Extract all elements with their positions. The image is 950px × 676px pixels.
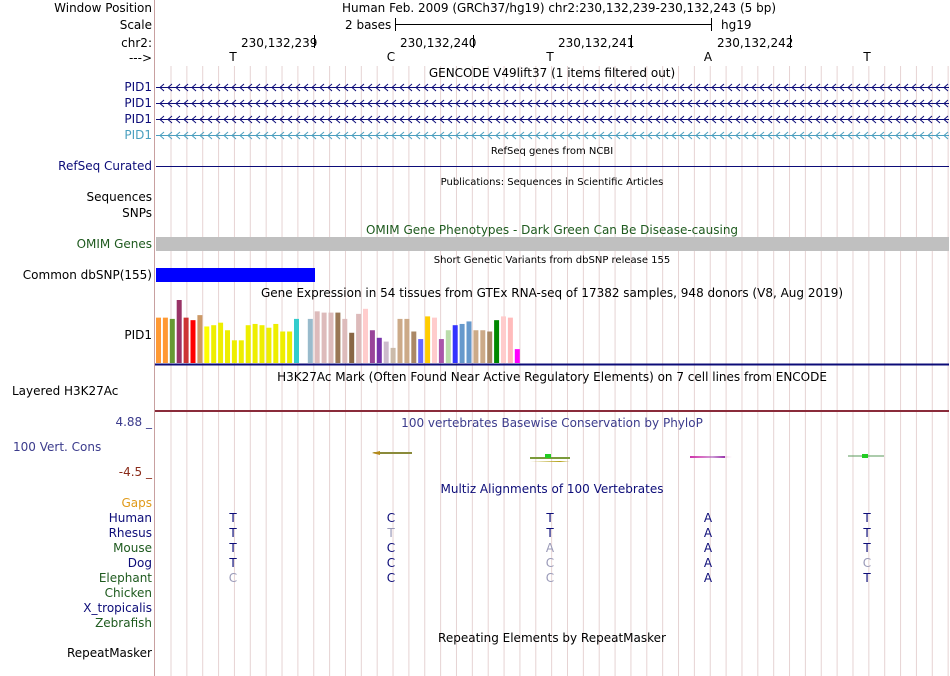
multiz-aligned-base: C [386, 571, 396, 585]
window-position-value[interactable]: Human Feb. 2009 (GRCh37/hg19) chr2:230,132,239-230,132,243 (5 bp) [342, 1, 777, 15]
gencode-row-label[interactable]: PID1 [124, 96, 152, 110]
gtex-tissue-bar[interactable] [515, 349, 520, 363]
gtex-tissue-bar[interactable] [170, 319, 175, 363]
gtex-tissue-bar[interactable] [439, 339, 444, 363]
scale-ruler [395, 18, 712, 31]
multiz-aligned-base: A [703, 541, 713, 555]
gtex-tissue-bar[interactable] [391, 348, 396, 363]
gencode-track-title: GENCODE V49lift37 (1 items filtered out) [428, 66, 676, 80]
reference-base: T [863, 50, 871, 64]
gtex-tissue-bar[interactable] [425, 316, 430, 363]
dbsnp-track-title: Short Genetic Variants from dbSNP release 155 [433, 255, 671, 266]
dbsnp-variant-bar[interactable] [156, 268, 315, 282]
multiz-track-title: Multiz Alignments of 100 Vertebrates [440, 482, 664, 496]
gtex-tissue-bar[interactable] [253, 324, 258, 363]
chrom-label: chr2: [121, 36, 152, 50]
gtex-tissue-bar[interactable] [411, 332, 416, 364]
gtex-tissue-bar[interactable] [197, 315, 202, 363]
gtex-tissue-bar[interactable] [322, 313, 327, 363]
scale-label: Scale [119, 18, 152, 32]
gaps-label[interactable]: Gaps [121, 496, 152, 510]
gencode-row-label[interactable]: PID1 [124, 80, 152, 94]
multiz-aligned-base: C [545, 571, 555, 585]
gencode-row-label[interactable]: PID1 [124, 128, 152, 142]
gtex-tissue-bar[interactable] [446, 330, 451, 363]
phylop-conservation-marks [372, 451, 884, 462]
gtex-tissue-bar[interactable] [266, 328, 271, 363]
gtex-tissue-bar[interactable] [418, 339, 423, 363]
publications-snps-label[interactable]: SNPs [122, 206, 152, 220]
h3k27ac-track-title: H3K27Ac Mark (Often Found Near Active Regulatory Elements) on 7 cell lines from ENCODE [277, 370, 827, 384]
phylop-track-label[interactable]: 100 Vert. Cons [13, 440, 102, 454]
gtex-tissue-bar[interactable] [315, 311, 320, 363]
multiz-aligned-base: A [703, 526, 713, 540]
position-label: 230,132,239 [241, 36, 318, 50]
multiz-aligned-base: T [863, 571, 871, 585]
gtex-tissue-bar[interactable] [191, 320, 196, 363]
reference-base: T [546, 50, 554, 64]
gtex-track-title: Gene Expression in 54 tissues from GTEx RNA-seq of 17382 samples, 948 donors (V8, Aug 2019) [260, 286, 844, 300]
gtex-tissue-bar[interactable] [453, 325, 458, 363]
gtex-tissue-bar[interactable] [177, 300, 182, 363]
gtex-tissue-bar[interactable] [294, 319, 299, 363]
gtex-tissue-bar[interactable] [232, 340, 237, 363]
multiz-species-label[interactable]: X_tropicalis [83, 601, 152, 615]
scale-value: 2 bases [345, 18, 392, 32]
multiz-species-label[interactable]: Mouse [113, 541, 152, 555]
multiz-species-label[interactable]: Zebrafish [95, 616, 152, 630]
multiz-aligned-base: A [545, 541, 555, 555]
multiz-species-label[interactable]: Chicken [104, 586, 152, 600]
omim-track-label[interactable]: OMIM Genes [76, 237, 152, 251]
gtex-tissue-bar[interactable] [308, 319, 313, 363]
reference-base: C [386, 50, 396, 64]
gtex-tissue-bar[interactable] [467, 321, 472, 363]
multiz-aligned-base: T [863, 541, 871, 555]
gtex-tissue-bar[interactable] [487, 332, 492, 364]
gtex-tissue-bar[interactable] [156, 318, 161, 363]
multiz-species-label[interactable]: Rhesus [108, 526, 152, 540]
gtex-tissue-bar[interactable] [246, 325, 251, 363]
gtex-tissue-bar[interactable] [273, 324, 278, 363]
dbsnp-track-label[interactable]: Common dbSNP(155) [22, 268, 152, 282]
gtex-tissue-bar[interactable] [480, 330, 485, 363]
multiz-aligned-base: C [386, 556, 396, 570]
phylop-min-label: -4.5 _ [118, 465, 152, 479]
gtex-expression-bars[interactable] [156, 300, 520, 363]
phylop-track-title: 100 vertebrates Basewise Conservation by PhyloP [401, 416, 703, 430]
gtex-tissue-bar[interactable] [184, 318, 189, 363]
multiz-aligned-base: C [386, 511, 396, 525]
multiz-aligned-base: C [228, 571, 238, 585]
repeatmasker-track-label[interactable]: RepeatMasker [66, 646, 152, 660]
reference-base: A [703, 50, 713, 64]
gtex-tissue-bar[interactable] [225, 330, 230, 363]
gtex-tissue-bar[interactable] [287, 332, 292, 364]
position-label: 230,132,242 [717, 36, 794, 50]
h3k27ac-track-label[interactable]: Layered H3K27Ac [12, 384, 119, 398]
gtex-tissue-bar[interactable] [239, 340, 244, 363]
multiz-aligned-base: C [545, 556, 555, 570]
omim-gene-bar[interactable] [156, 237, 949, 251]
gtex-tissue-bar[interactable] [335, 313, 340, 363]
position-label: 230,132,241 [558, 36, 635, 50]
multiz-species-label[interactable]: Human [108, 511, 152, 525]
gtex-tissue-bar[interactable] [163, 318, 168, 363]
gtex-tissue-bar[interactable] [501, 316, 506, 363]
gtex-tissue-bar[interactable] [384, 342, 389, 363]
window-position-label: Window Position [54, 1, 152, 15]
multiz-aligned-base: T [546, 511, 554, 525]
multiz-aligned-base: A [703, 571, 713, 585]
multiz-aligned-base: T [863, 526, 871, 540]
multiz-aligned-base: C [862, 556, 872, 570]
gtex-tissue-bar[interactable] [432, 318, 437, 363]
gtex-tissue-bar[interactable] [494, 320, 499, 363]
multiz-aligned-base: A [703, 511, 713, 525]
gtex-tissue-bar[interactable] [398, 319, 403, 363]
gtex-track-label[interactable]: PID1 [124, 328, 152, 342]
gtex-tissue-bar[interactable] [280, 332, 285, 364]
gtex-tissue-bar[interactable] [342, 319, 347, 363]
gtex-tissue-bar[interactable] [460, 324, 465, 363]
gtex-tissue-bar[interactable] [204, 326, 209, 363]
reference-base: T [229, 50, 237, 64]
multiz-aligned-base: T [229, 511, 237, 525]
gtex-tissue-bar[interactable] [370, 330, 375, 363]
multiz-aligned-base: T [229, 526, 237, 540]
gtex-tissue-bar[interactable] [404, 319, 409, 363]
gtex-tissue-bar[interactable] [329, 313, 334, 363]
omim-track-title: OMIM Gene Phenotypes - Dark Green Can Be Disease-causing [365, 223, 739, 237]
gtex-tissue-bar[interactable] [363, 309, 368, 363]
phylop-max-label: 4.88 _ [115, 415, 152, 429]
refseq-track-label[interactable]: RefSeq Curated [58, 159, 152, 173]
multiz-aligned-base: T [229, 541, 237, 555]
scale-assembly: hg19 [721, 18, 752, 32]
gtex-tissue-bar[interactable] [508, 318, 513, 363]
multiz-species-label[interactable]: Elephant [98, 571, 152, 585]
multiz-species-label[interactable]: Dog [127, 556, 152, 570]
publications-track-title: Publications: Sequences in Scientific Articles [440, 177, 664, 188]
gtex-tissue-bar[interactable] [356, 314, 361, 363]
strand-label[interactable]: ---> [128, 51, 152, 65]
gtex-tissue-bar[interactable] [349, 333, 354, 363]
publications-sequences-label[interactable]: Sequences [86, 190, 152, 204]
repeatmasker-track-title: Repeating Elements by RepeatMasker [438, 631, 666, 645]
gtex-tissue-bar[interactable] [473, 330, 478, 363]
gencode-track[interactable] [156, 84, 949, 139]
gtex-tissue-bar[interactable] [377, 338, 382, 363]
multiz-aligned-base: T [546, 526, 554, 540]
gtex-tissue-bar[interactable] [260, 325, 265, 363]
multiz-aligned-base: T [863, 511, 871, 525]
position-label: 230,132,240 [400, 36, 477, 50]
multiz-aligned-base: T [229, 556, 237, 570]
refseq-track-title: RefSeq genes from NCBI [490, 146, 614, 157]
multiz-aligned-base: T [387, 526, 395, 540]
gtex-tissue-bar[interactable] [218, 323, 223, 363]
multiz-aligned-base: A [703, 556, 713, 570]
gencode-row-label[interactable]: PID1 [124, 112, 152, 126]
gtex-tissue-bar[interactable] [211, 325, 216, 363]
multiz-aligned-base: C [386, 541, 396, 555]
